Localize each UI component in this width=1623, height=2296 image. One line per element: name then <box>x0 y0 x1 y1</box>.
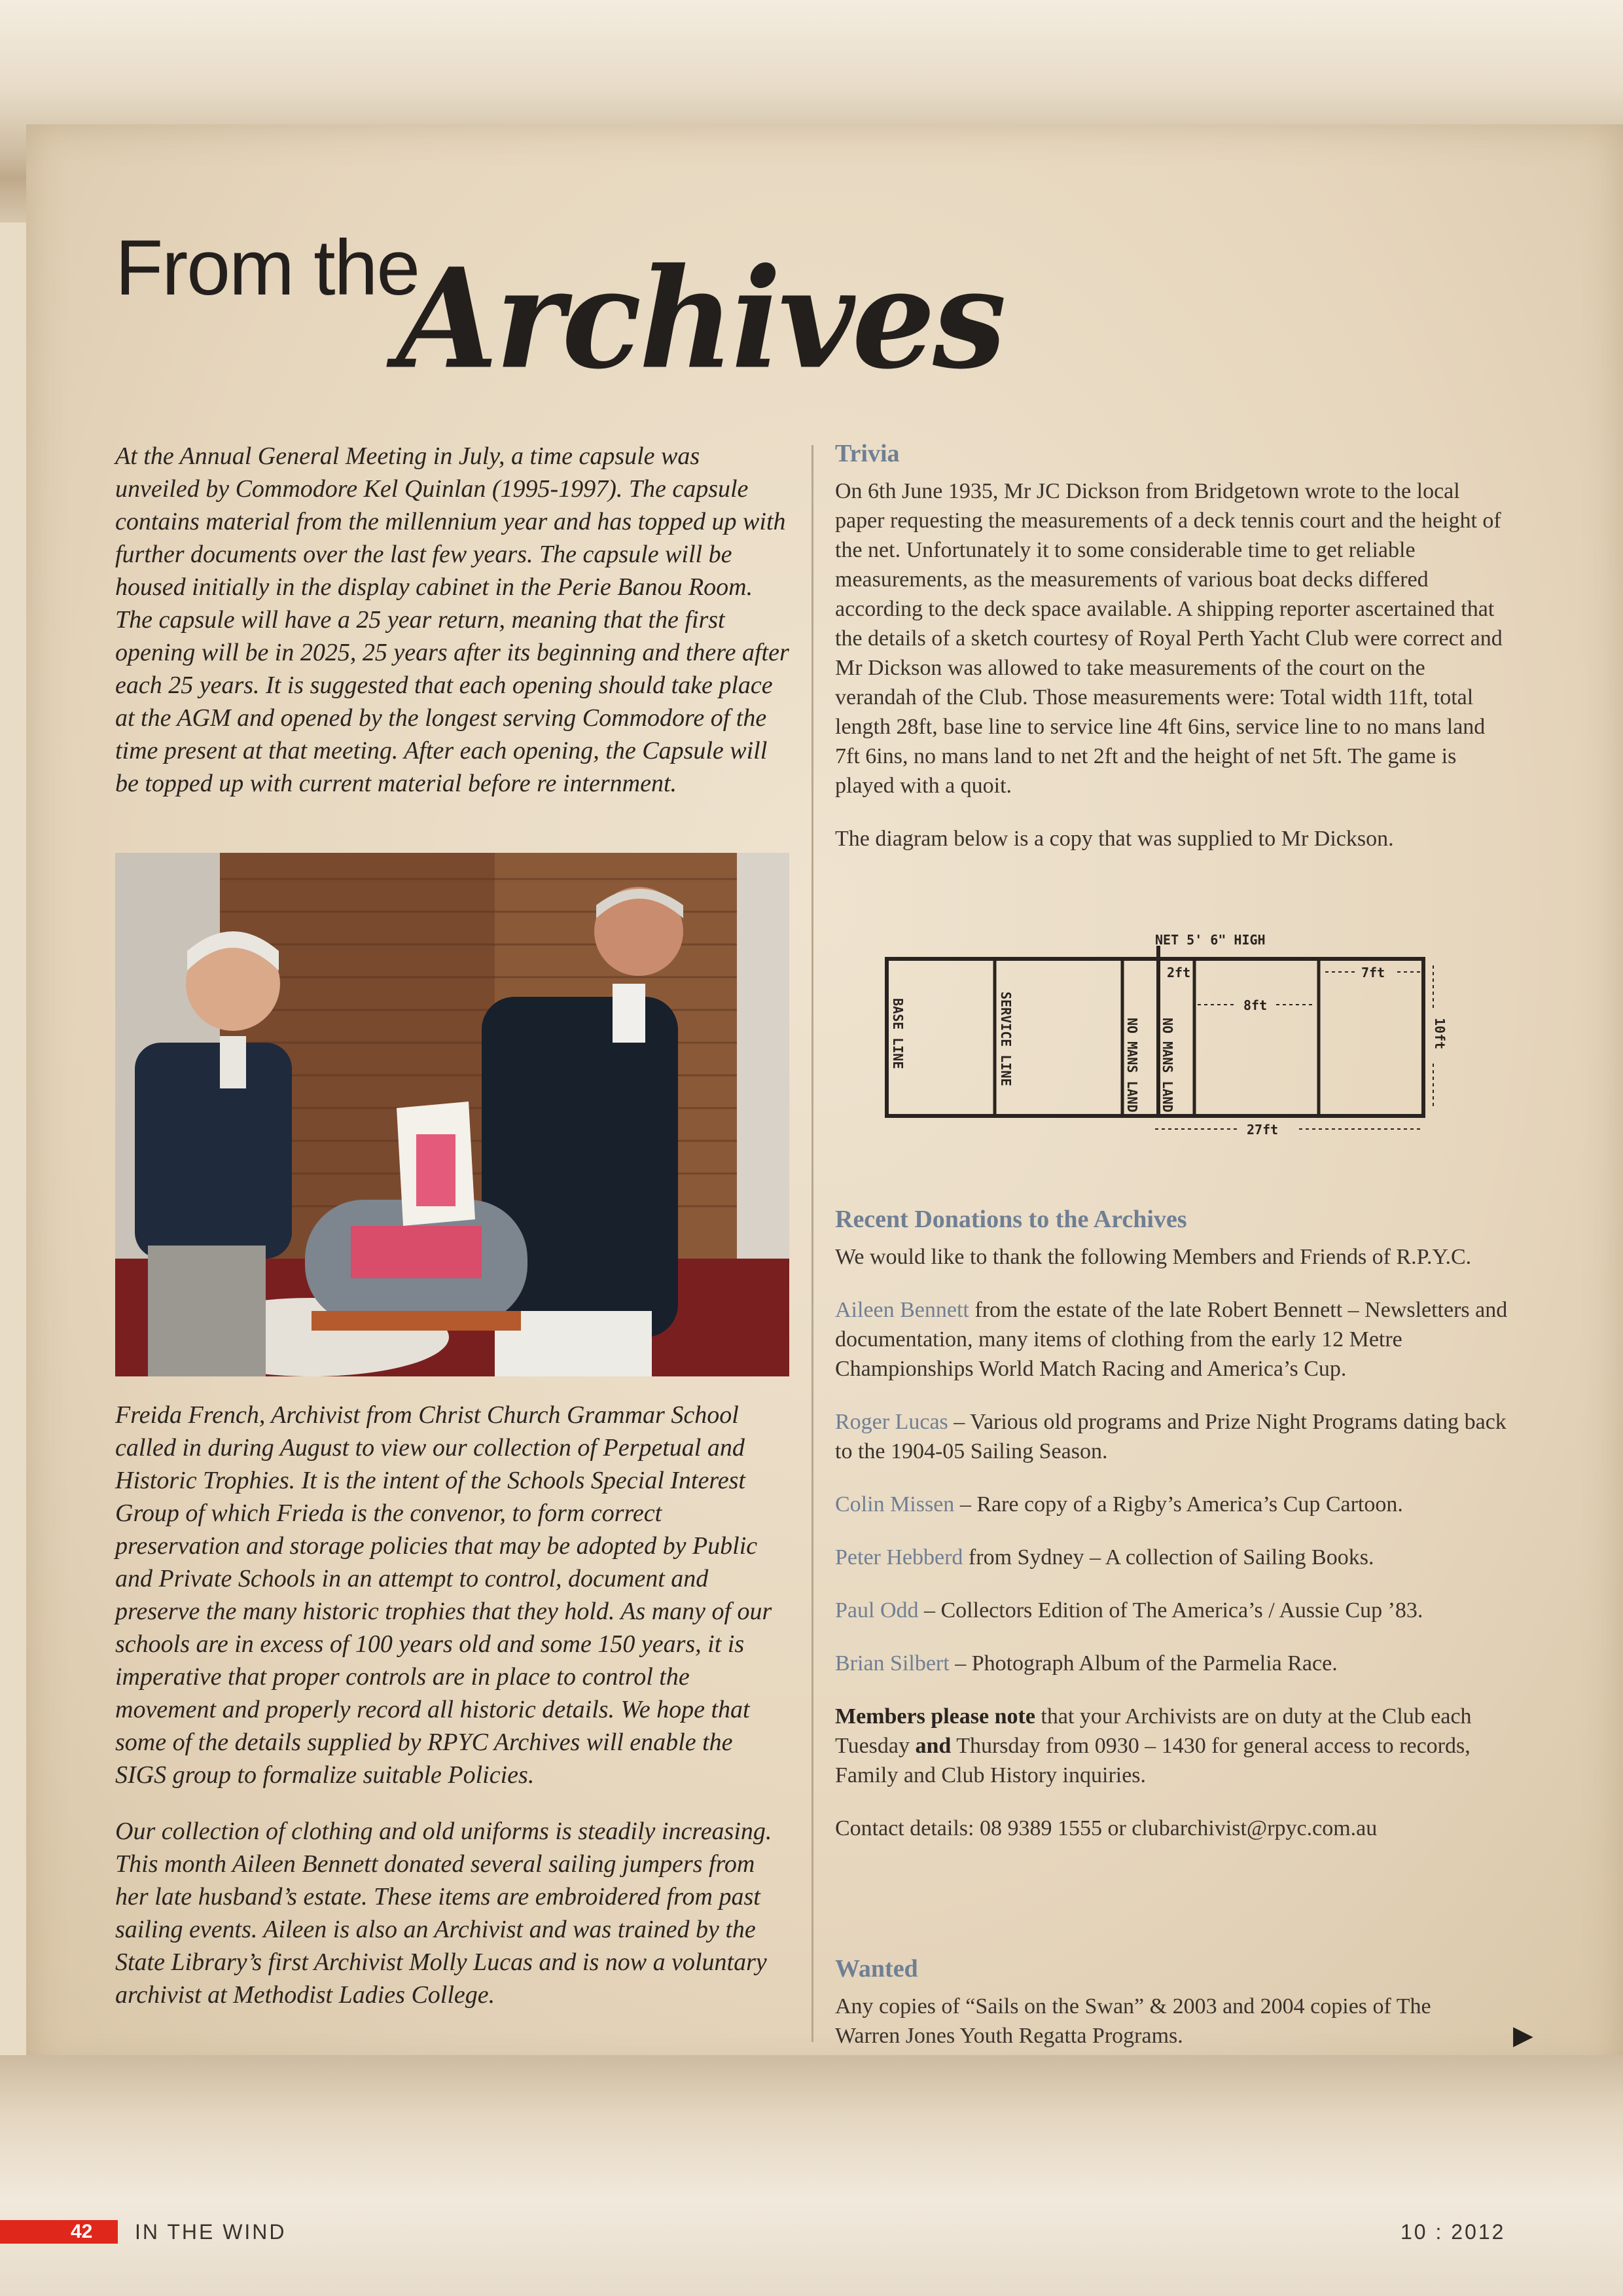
donations-section <box>835 1204 1509 1867</box>
twentyseven-ft-label: 27ft <box>1247 1122 1279 1138</box>
base-line-label: BASE LINE <box>890 998 906 1069</box>
donor-name: Brian Silbert <box>835 1651 950 1676</box>
donor-name: Colin Missen <box>835 1492 955 1516</box>
title-prefix: From the <box>115 224 419 312</box>
donation-item <box>835 1295 1509 1384</box>
next-page-arrow-icon[interactable]: ▶ <box>1513 2020 1533 2050</box>
members-note <box>835 1702 1509 1790</box>
issue-date: 10 : 2012 <box>1400 2220 1506 2244</box>
donation-text: – Photograph Album of the Parmelia Race. <box>949 1651 1338 1676</box>
two-ft-label: 2ft <box>1167 965 1191 980</box>
eight-ft-label: 8ft <box>1243 997 1268 1013</box>
donation-text: – Rare copy of a Rigby’s America’s Cup Cartoon. <box>954 1492 1403 1516</box>
donation-text: – Collectors Edition of The America’s / Aussie Cup ’83. <box>918 1598 1423 1623</box>
page-number-bar <box>0 2220 118 2244</box>
trivia-heading: Trivia <box>835 440 900 467</box>
members-note-and: and <box>915 1734 952 1758</box>
donor-name: Roger Lucas <box>835 1410 948 1434</box>
donation-text: – Various old programs and Prize Night Programs dating back to the 1904-05 Sailing Season. <box>835 1410 1507 1463</box>
donor-name: Paul Odd <box>835 1598 919 1623</box>
service-line-label: SERVICE LINE <box>998 992 1014 1086</box>
donation-text: from the estate of the late Robert Bennett – Newsletters and documentation, many items of clothing from the early 12 Metre Championships World Match Racing and America’s Cup. <box>835 1298 1508 1381</box>
donation-item <box>835 1649 1509 1678</box>
donation-text: from Sydney – A collection of Sailing Books. <box>963 1545 1374 1570</box>
donation-item <box>835 1596 1509 1625</box>
left-column-bottom <box>115 1399 789 2035</box>
column-divider <box>812 445 813 2042</box>
donations-heading: Recent Donations to the Archives <box>835 1206 1187 1233</box>
trivia-body: On 6th June 1935, Mr JC Dickson from Bridgetown wrote to the local paper requesting the measurements of a deck tennis court and the height of the net. Unfortunately it to some considerable time to get reliable measurements, as the measurements of various boat decks differed according to the deck space available. A shipping reporter ascertained that the details of a sketch courtesy of Royal Perth Yacht Club were correct and Mr Dickson was allowed to take measurements of the court on the verandah of the Club. Those measurements were: Total width 11ft, total length 28ft, base line to service line 4ft 6ins, service line to no mans land 7ft 6ins, no mans land to net 2ft and the height of net 5ft. The game is played with a quoit. <box>835 479 1503 798</box>
archivist-paragraph: Freida French, Archivist from Christ Church Grammar School called in during August to view our collection of Perpetual and Historic Trophies. It is the intent of the Schools Special Interest Group of which Frieda is the convenor, to form correct preservation and storage policies that may be adopted by Public and Private Schools in an attempt to control, document and preserve the many historic trophies that they hold. As many of our schools are in excess of 100 years old and some 150 years, it is imperative that proper controls are in place to control the movement and properly record all historic details. We hope that some of the details supplied by RPYC Archives will enable the SIGS group to formalize suitable Policies. <box>115 1401 772 1789</box>
no-mans-land-left-label: NO MANS LAND <box>1124 1018 1140 1113</box>
contact-details: Contact details: 08 9389 1555 or clubarchivist@rpyc.com.au <box>835 1816 1378 1840</box>
wanted-body: Any copies of “Sails on the Swan” & 2003 and 2004 copies of The Warren Jones Youth Regatta Programs. <box>835 1994 1431 2048</box>
donor-name: Peter Hebberd <box>835 1545 963 1570</box>
deck-tennis-court-diagram <box>880 920 1456 1155</box>
net-label: NET 5' 6" HIGH <box>1155 932 1266 948</box>
title-main: Archives <box>397 238 1004 400</box>
intro-paragraph: At the Annual General Meeting in July, a time capsule was unveiled by Commodore Kel Quinlan (1995-1997). The capsule contains material from the millennium year and has topped up with further documents over the last few years. The capsule will be housed initially in the display cabinet in the Perie Banou Room. The capsule will have a 25 year return, meaning that the first opening will be in 2025, 25 years after its beginning and there after each 25 years. It is suggested that each opening should take place at the AGM and opened by the longest serving Commodore of the time present at that meeting. After each opening, the Capsule will be topped up with current material before re internment. <box>115 442 789 797</box>
donation-item <box>835 1543 1509 1572</box>
members-note-part1: that your Archivists are on duty at the Club each Tuesday <box>835 1704 1472 1758</box>
donations-intro: We would like to thank the following Members and Friends of R.P.Y.C. <box>835 1245 1472 1269</box>
donor-name: Aileen Bennett <box>835 1298 969 1322</box>
time-capsule-photo <box>115 853 789 1376</box>
seven-ft-label: 7ft <box>1361 965 1385 980</box>
ten-ft-label: 10ft <box>1432 1018 1448 1050</box>
wanted-section <box>835 1954 1509 2074</box>
scroll-bottom-roll <box>0 2055 1623 2296</box>
clothing-paragraph: Our collection of clothing and old uniforms is steadily increasing. This month Aileen Bennett donated several sailing jumpers from her late husband’s estate. These items are embroidered from past sailing events. Aileen is also an Archivist and was trained by the State Library’s first Archivist Molly Lucas and is now a voluntary archivist at Methodist Ladies College. <box>115 1818 772 2009</box>
page-number: 42 <box>71 2221 93 2242</box>
left-column-top <box>115 440 789 823</box>
trivia-section <box>835 439 1509 877</box>
diagram-note: The diagram below is a copy that was supplied to Mr Dickson. <box>835 827 1394 851</box>
members-note-lead: Members please note <box>835 1704 1035 1729</box>
no-mans-land-right-label: NO MANS LAND <box>1160 1018 1175 1113</box>
magazine-name: IN THE WIND <box>135 2220 287 2244</box>
members-note-part2: Thursday from 0930 – 1430 for general access to records, Family and Club History inquiries. <box>835 1734 1471 1787</box>
wanted-heading: Wanted <box>835 1955 918 1982</box>
donation-item <box>835 1490 1509 1519</box>
donation-item <box>835 1407 1509 1466</box>
